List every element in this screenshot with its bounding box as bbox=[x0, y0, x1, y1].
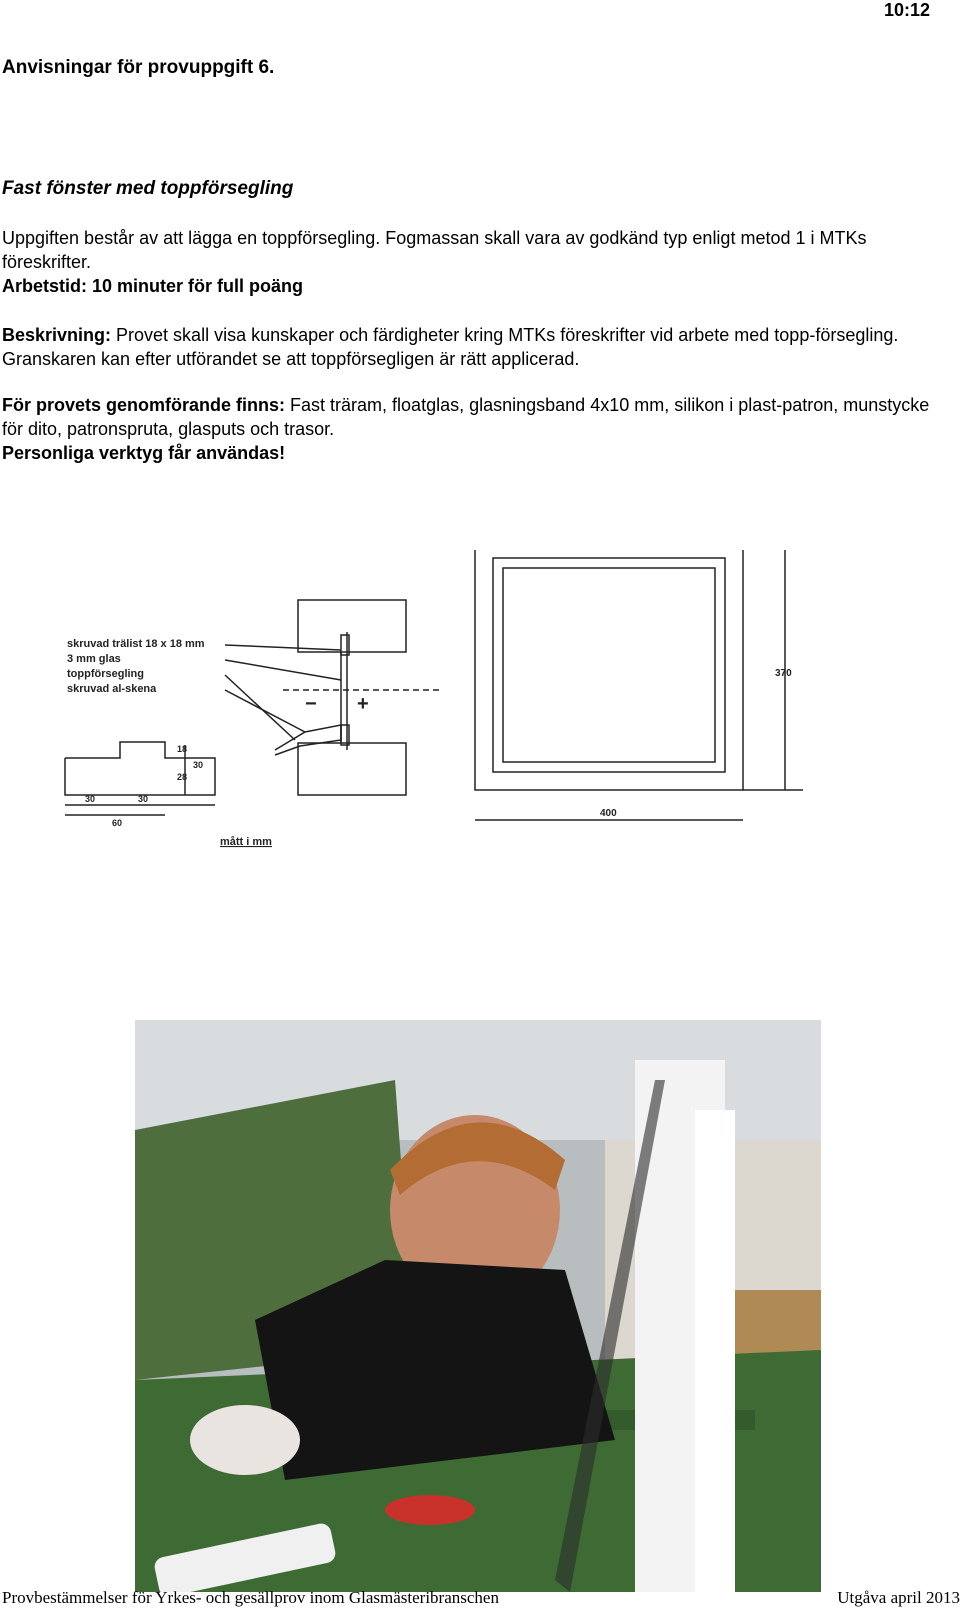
page-title: Anvisningar för provuppgift 6. bbox=[2, 57, 275, 78]
dim-400: 400 bbox=[600, 808, 617, 819]
equipment-paragraph bbox=[2, 393, 952, 465]
intro-paragraph: Uppgiften består av att lägga en toppförsegling. Fogmassan skall vara av godkänd typ enligt metod 1 i MTKs föreskrifter. bbox=[2, 228, 867, 272]
unit-note: mått i mm bbox=[220, 836, 272, 848]
dim-30a: 30 bbox=[85, 794, 96, 804]
dim-370: 370 bbox=[775, 668, 792, 679]
footer-right: Utgåva april 2013 bbox=[837, 1588, 960, 1607]
section-title: Fast fönster med toppförsegling bbox=[2, 178, 294, 199]
dim-28: 28 bbox=[177, 772, 188, 782]
drawing-label-3: toppförsegling bbox=[67, 668, 144, 680]
dim-30: 30 bbox=[193, 760, 204, 770]
description-paragraph bbox=[2, 323, 952, 371]
dim-18: 18 bbox=[177, 744, 188, 754]
technical-drawing bbox=[55, 550, 905, 895]
equipment-note: Personliga verktyg får användas! bbox=[2, 443, 286, 463]
description-text: Provet skall visa kunskaper och färdigheter kring MTKs föreskrifter vid arbete med topp-försegling. Granskaren kan efter utförandet se att toppförsegligen är rätt applicerad. bbox=[2, 325, 899, 369]
dim-60: 60 bbox=[112, 818, 123, 828]
drawing-label-2: 3 mm glas bbox=[67, 653, 121, 665]
equipment-label: För provets genomförande finns: bbox=[2, 395, 286, 415]
workshop-photo-illustration bbox=[135, 1020, 821, 1592]
drawing-label-1: skruvad trälist 18 x 18 mm bbox=[67, 638, 205, 650]
dim-30b: 30 bbox=[138, 794, 149, 804]
drawing-minus: − bbox=[305, 693, 317, 715]
page-time: 10:12 bbox=[883, 0, 930, 20]
equipment-text: Fast träram, floatglas, glasningsband 4x10 mm, silikon i plast-patron, munstycke för dito, patronspruta, glasputs och trasor. bbox=[2, 395, 930, 439]
footer-left: Provbestämmelser för Yrkes- och gesällprov inom Glasmästeribranschen bbox=[2, 1588, 499, 1607]
workshop-photo bbox=[135, 1020, 821, 1592]
drawing-plus: + bbox=[357, 693, 369, 715]
description-label: Beskrivning: bbox=[2, 325, 112, 345]
drawing-label-4: skruvad al-skena bbox=[67, 683, 157, 695]
worktime-line: Arbetstid: 10 minuter för full poäng bbox=[2, 276, 304, 296]
